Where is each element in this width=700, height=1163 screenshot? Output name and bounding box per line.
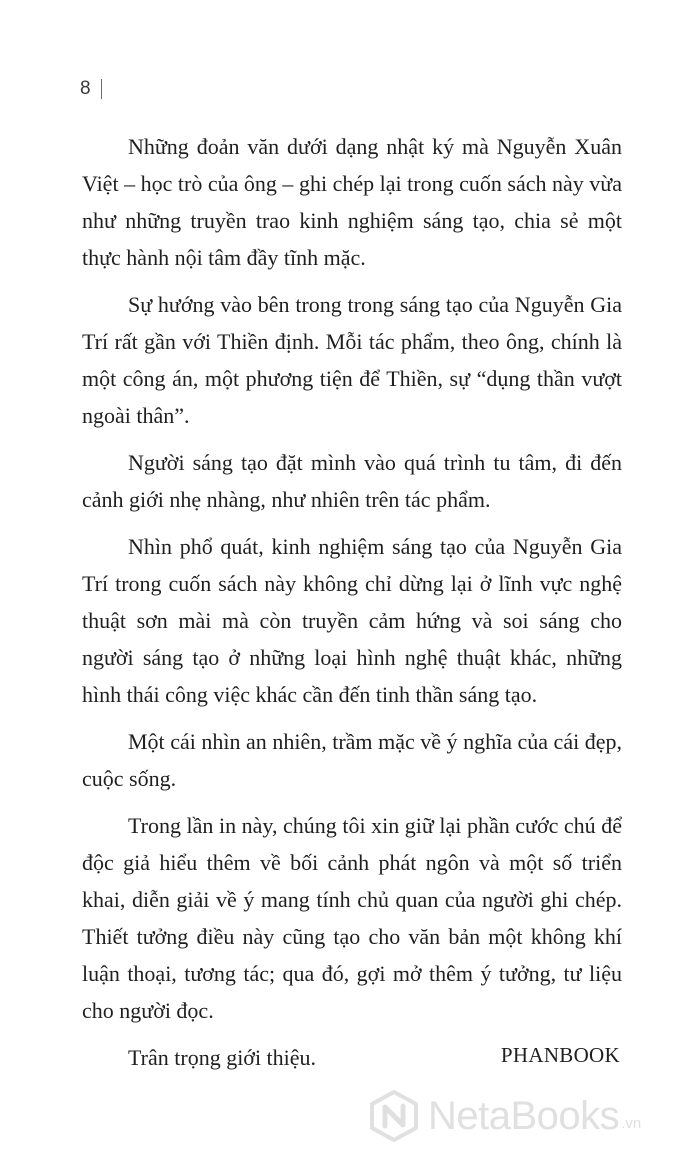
- header-divider: [101, 79, 102, 99]
- closing-line: Trân trọng giới thiệu.: [128, 1045, 317, 1070]
- publisher-signature: PHANBOOK: [500, 1043, 620, 1067]
- body-text: [82, 128, 622, 1084]
- watermark: [368, 1090, 641, 1142]
- watermark-brand: NetaBooks: [428, 1093, 620, 1138]
- netabooks-logo-icon: [368, 1090, 420, 1142]
- page-header: [80, 78, 102, 100]
- paragraph: Những đoản văn dưới dạng nhật ký mà Nguyễn Xuân Việt – học trò của ông – ghi chép lại trong cuốn sách này vừa như những truyền trao kinh nghiệm sáng tạo, chia sẻ một thực hành nội tâm đầy tĩnh mặc.: [82, 134, 622, 270]
- paragraph: Sự hướng vào bên trong trong sáng tạo của Nguyễn Gia Trí rất gần với Thiền định. Mỗi tác phẩm, theo ông, chính là một công án, một phương tiện để Thiền, sự “dụng thần vượt ngoài thân”.: [82, 292, 622, 428]
- watermark-suffix: .vn: [621, 1115, 642, 1132]
- paragraph: Người sáng tạo đặt mình vào quá trình tu tâm, đi đến cảnh giới nhẹ nhàng, như nhiên trên tác phẩm.: [82, 450, 622, 512]
- paragraph: Trong lần in này, chúng tôi xin giữ lại phần cước chú để độc giả hiểu thêm về bối cảnh phát ngôn và một số triển khai, diễn giải về ý mang tính chủ quan của người ghi chép. Thiết tưởng điều này cũng tạo cho văn bản một không khí luận thoại, tương tác; qua đó, gợi mở thêm ý tưởng, tư liệu cho người đọc.: [82, 813, 622, 1023]
- page-number: 8: [80, 78, 91, 99]
- paragraph: Nhìn phổ quát, kinh nghiệm sáng tạo của Nguyễn Gia Trí trong cuốn sách này không chỉ dừng lại ở lĩnh vực nghệ thuật sơn mài mà còn truyền cảm hứng và soi sáng cho người sáng tạo ở những loại hình nghệ thuật khác, những hình thái công việc khác cần đến tinh thần sáng tạo.: [82, 534, 622, 707]
- paragraph: Một cái nhìn an nhiên, trầm mặc về ý nghĩa của cái đẹp, cuộc sống.: [82, 729, 622, 791]
